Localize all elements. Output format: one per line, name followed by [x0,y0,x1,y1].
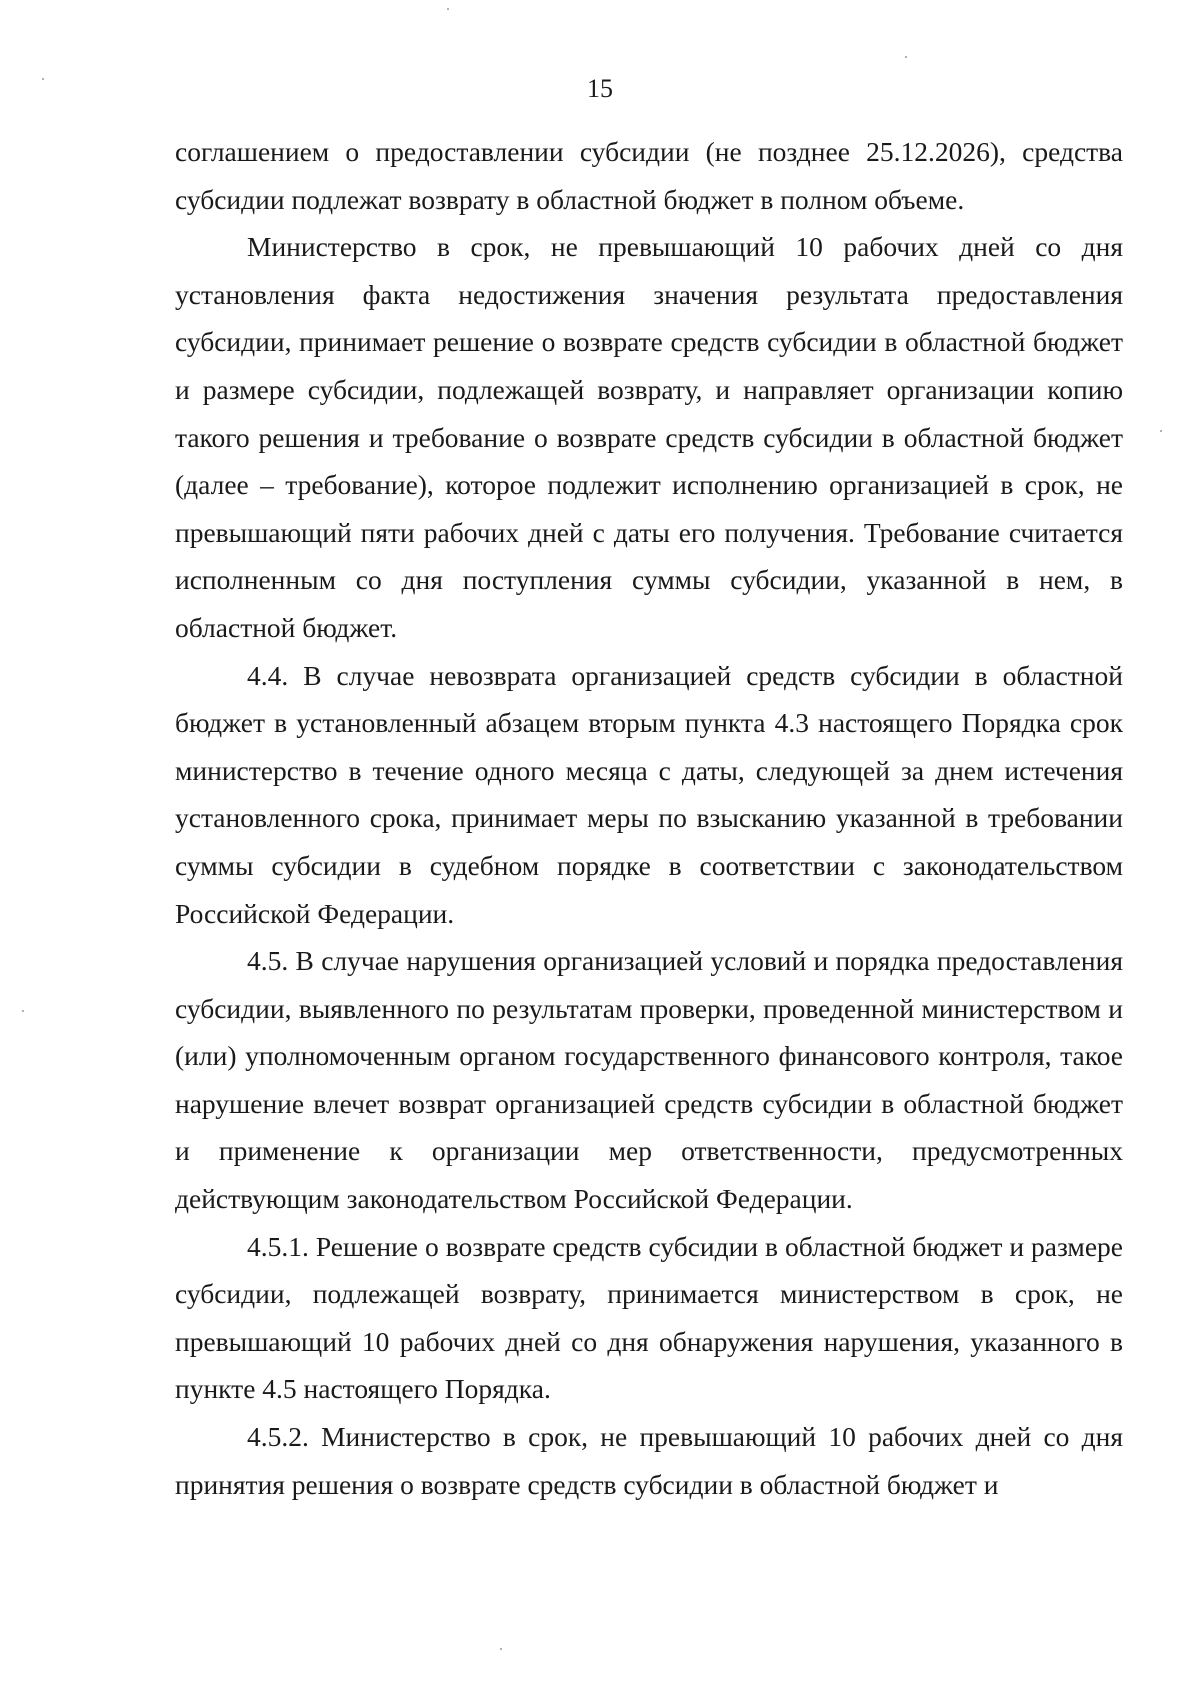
scan-speck [22,1010,24,1012]
paragraph-clause-4-5: 4.5. В случае нарушения организацией условий и порядка предоставления субсидии, выявленного по результатам проверки, проведенной министерством и (или) уполномоченным органом государственного финансового контроля, такое нарушение влечет возврат организацией средств субсидии в областной бюджет и применение к организации мер ответственности, предусмотренных действующим законодательством Российской Федерации. [175,945,1123,1215]
scan-speck [500,1648,502,1650]
scan-speck [1160,430,1162,432]
paragraph-clause-4-5-1: 4.5.1. Решение о возврате средств субсидии в областной бюджет и размере субсидии, подлежащей возврату, принимается министерством в срок, не превышающий 10 рабочих дней со дня обнаружения нарушения, указанного в пункте 4.5 настоящего Порядка. [175,1230,1123,1405]
document-body [175,128,1123,1508]
paragraph-clause-4-5-2: 4.5.2. Министерство в срок, не превышающий 10 рабочих дней со дня принятия решения о возврате средств субсидии в областной бюджет и [175,1421,1123,1500]
scan-speck [905,56,907,58]
paragraph-continuation: соглашением о предоставлении субсидии (не позднее 25.12.2026), средства субсидии подлежат возврату в областной бюджет в полном объеме. [175,136,1123,215]
page-number: 15 [587,74,613,103]
scan-speck [42,78,44,80]
paragraph-ministry-decision: Министерство в срок, не превышающий 10 рабочих дней со дня установления факта недостижения значения результата предоставления субсидии, принимает решение о возврате средств субсидии в областной бюджет и размере субсидии, подлежащей возврату, и направляет организации копию такого решения и требование о возврате средств субсидии в областной бюджет (далее – требование), которое подлежит исполнению организацией в срок, не превышающий пяти рабочих дней с даты его получения. Требование считается исполненным со дня поступления суммы субсидии, указанной в нем, в областной бюджет. [175,231,1123,643]
scan-speck [447,8,449,10]
paragraph-clause-4-4: 4.4. В случае невозврата организацией средств субсидии в областной бюджет в установленный абзацем вторым пункта 4.3 настоящего Порядка срок министерство в течение одного месяца с даты, следующей за днем истечения установленного срока, принимает меры по взысканию указанной в требовании суммы субсидии в судебном порядке в соответствии с законодательством Российской Федерации. [175,659,1123,929]
